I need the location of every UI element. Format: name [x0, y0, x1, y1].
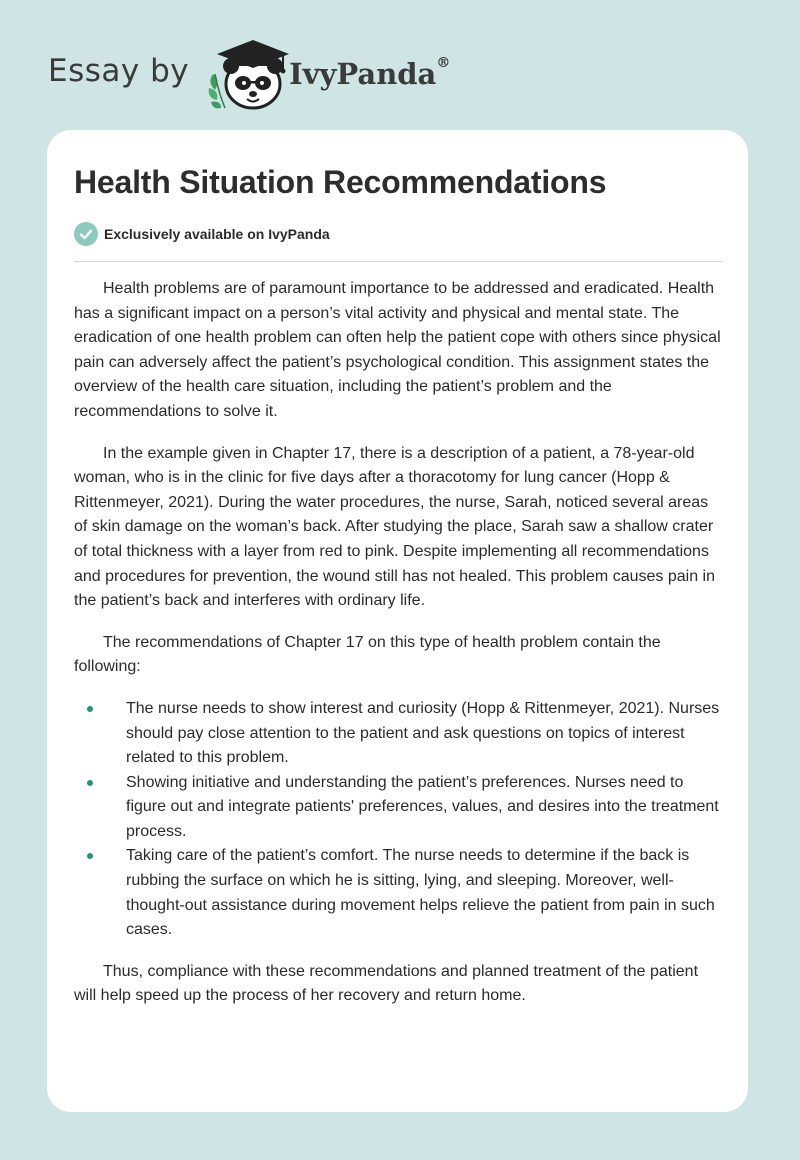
essay-card: [47, 130, 748, 1112]
page-title: Health Situation Recommendations: [74, 164, 607, 200]
paragraph: In the example given in Chapter 17, there is a description of a patient, a 78-year-old woman, who is in the clinic for five days after a thoracotomy for lung cancer (Hopp & Rittenmeyer, 2021). During the water procedures, the nurse, Sarah, noticed several areas of skin damage on the woman’s back. After studying the place, Sarah saw a shallow crater of total thickness with a layer from red to pink. Despite implementing all recommendations and procedures for prevention, the wound still has not healed. This problem causes pain in the patient’s back and interferes with ordinary life.: [74, 444, 715, 610]
list-item-text: Taking care of the patient’s comfort. The nurse needs to determine if the back is rubbing the surface on which he is sitting, lying, and sleeping. Moreover, well-thought-out assistance during movement helps relieve the patient from pain in such cases.: [126, 847, 715, 939]
list-item-text: Showing initiative and understanding the patient’s preferences. Nurses need to figure out and integrate patients' preferences, values, and desires into the treatment process.: [126, 773, 719, 840]
paragraph: Thus, compliance with these recommendations and planned treatment of the patient will help speed up the process of her recovery and return home.: [74, 962, 699, 1005]
list-item: [74, 697, 724, 771]
essay-body: [74, 277, 724, 1026]
check-circle-icon: [74, 222, 98, 246]
paragraph: Health problems are of paramount importance to be addressed and eradicated. Health has a significant impact on a person’s vital activity and physical and mental state. The eradication of one health problem can often help the patient cope with others since physical pain can adversely affect the patient’s psychological condition. This assignment states the overview of the health care situation, including the patient’s problem and the recommendations to solve it.: [74, 280, 721, 420]
exclusive-badge-text: Exclusively available on IvyPanda: [104, 226, 330, 242]
panda-graduate-icon: [203, 38, 291, 114]
list-item: [74, 771, 724, 845]
brand-name: [289, 57, 450, 91]
trademark-symbol: ®: [436, 55, 451, 71]
recommendation-list: [74, 697, 724, 943]
bullet-icon: [87, 706, 93, 712]
bullet-icon: [87, 780, 93, 786]
brand-prefix: Essay by: [48, 53, 190, 89]
brand-name-text: IvyPanda: [289, 57, 437, 91]
list-item: [74, 844, 724, 942]
paragraph: The recommendations of Chapter 17 on this type of health problem contain the following:: [74, 633, 661, 676]
title-divider: [74, 261, 723, 262]
ivy-leaf-icon: [209, 74, 225, 108]
exclusive-badge: [74, 222, 330, 246]
brand-header: [48, 36, 450, 116]
bullet-icon: [87, 853, 93, 859]
list-item-text: The nurse needs to show interest and curiosity (Hopp & Rittenmeyer, 2021). Nurses should pay close attention to the patient and ask questions on topics of interest related to this problem.: [126, 699, 720, 767]
